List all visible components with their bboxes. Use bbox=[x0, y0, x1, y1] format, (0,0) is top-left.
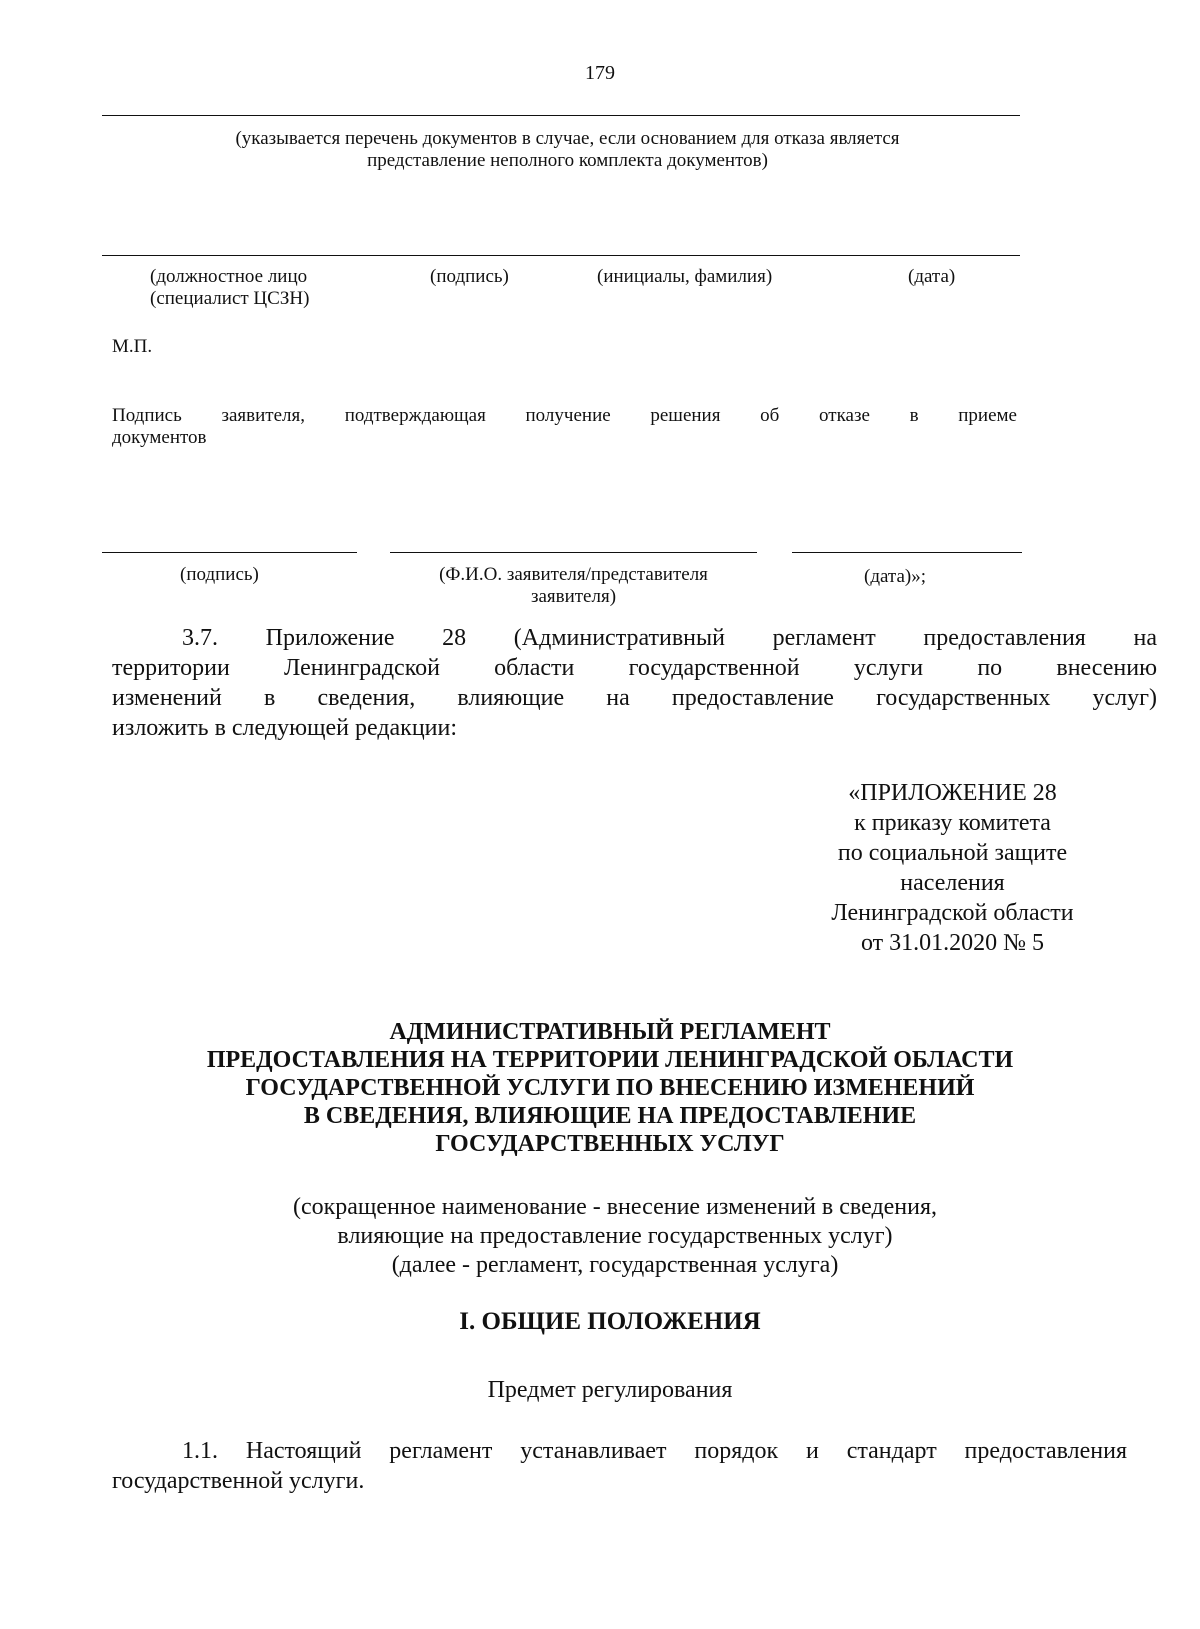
applicant-signature-label: (подпись) bbox=[180, 564, 259, 585]
appendix-line: по социальной защите bbox=[837, 840, 1068, 866]
title-line: В СВЕДЕНИЯ, ВЛИЯЮЩИЕ НА ПРЕДОСТАВЛЕНИЕ bbox=[303, 1103, 917, 1129]
applicant-confirmation bbox=[112, 405, 1017, 449]
official-date-label: (дата) bbox=[908, 266, 956, 287]
title-line: АДМИНИСТРАТИВНЫЙ РЕГЛАМЕНТ bbox=[389, 1019, 831, 1045]
subject-heading: Предмет регулирования bbox=[487, 1377, 733, 1403]
title-line: ПРЕДОСТАВЛЕНИЯ НА ТЕРРИТОРИИ ЛЕНИНГРАДСКОЙ ОБЛАСТИ bbox=[206, 1047, 1014, 1073]
paragraph-line: 1.1. Настоящий регламент устанавливает порядок и стандарт предоставления bbox=[182, 1438, 1127, 1464]
short-name bbox=[150, 1193, 1080, 1280]
appendix-line: «ПРИЛОЖЕНИЕ 28 bbox=[848, 780, 1057, 806]
confirmation-line: Подпись заявителя, подтверждающая получение решения об отказе в приеме bbox=[112, 405, 1017, 426]
appendix-line: населения bbox=[900, 870, 1005, 896]
appendix-line: Ленинградской области bbox=[831, 900, 1074, 926]
paragraph-line: территории Ленинградской области государственной услуги по внесению bbox=[112, 655, 1157, 681]
short-name-line: влияющие на предоставление государственных услуг) bbox=[337, 1223, 893, 1249]
paragraph-line: изменений в сведения, влияющие на предоставление государственных услуг) bbox=[112, 685, 1157, 711]
applicant-date-label: (дата)»; bbox=[864, 566, 927, 587]
official-position-label: (должностное лицо (специалист ЦСЗН) bbox=[150, 266, 310, 309]
list-note-line: (указывается перечень документов в случае, если основанием для отказа является bbox=[235, 128, 900, 149]
appendix-line: от 31.01.2020 № 5 bbox=[860, 930, 1045, 956]
appendix-line: к приказу комитета bbox=[854, 810, 1051, 836]
paragraph-line: государственной услуги. bbox=[112, 1468, 365, 1494]
seal-mark: М.П. bbox=[112, 336, 153, 357]
confirmation-line: документов bbox=[112, 427, 207, 448]
short-name-line: (сокращенное наименование - внесение изменений в сведения, bbox=[292, 1194, 938, 1220]
page-number: 179 bbox=[585, 62, 615, 84]
paragraph-line: 3.7. Приложение 28 (Административный регламент предоставления на bbox=[182, 625, 1157, 651]
document-title bbox=[110, 1018, 1110, 1158]
title-line: ГОСУДАРСТВЕННЫХ УСЛУГ bbox=[435, 1131, 785, 1157]
list-note-line: представление неполного комплекта документов) bbox=[367, 150, 768, 171]
paragraph-line: изложить в следующей редакции: bbox=[112, 715, 458, 741]
official-signature-line bbox=[102, 255, 1020, 256]
paragraph-3-7 bbox=[112, 623, 1157, 743]
appendix-header bbox=[820, 778, 1085, 958]
applicant-name-line bbox=[390, 552, 757, 553]
list-underline bbox=[102, 115, 1020, 116]
applicant-name-label: (Ф.И.О. заявителя/представителя заявителя) bbox=[439, 564, 708, 607]
paragraph-1-1 bbox=[112, 1436, 1127, 1496]
section-heading: I. ОБЩИЕ ПОЛОЖЕНИЯ bbox=[459, 1308, 761, 1335]
applicant-signature-line bbox=[102, 552, 357, 553]
list-note bbox=[110, 128, 1025, 172]
official-name-label: (инициалы, фамилия) bbox=[597, 266, 773, 287]
short-name-line: (далее - регламент, государственная услуга) bbox=[391, 1252, 839, 1278]
title-line: ГОСУДАРСТВЕННОЙ УСЛУГИ ПО ВНЕСЕНИЮ ИЗМЕНЕНИЙ bbox=[245, 1075, 975, 1101]
applicant-date-line bbox=[792, 552, 1022, 553]
official-signature-label: (подпись) bbox=[430, 266, 509, 287]
